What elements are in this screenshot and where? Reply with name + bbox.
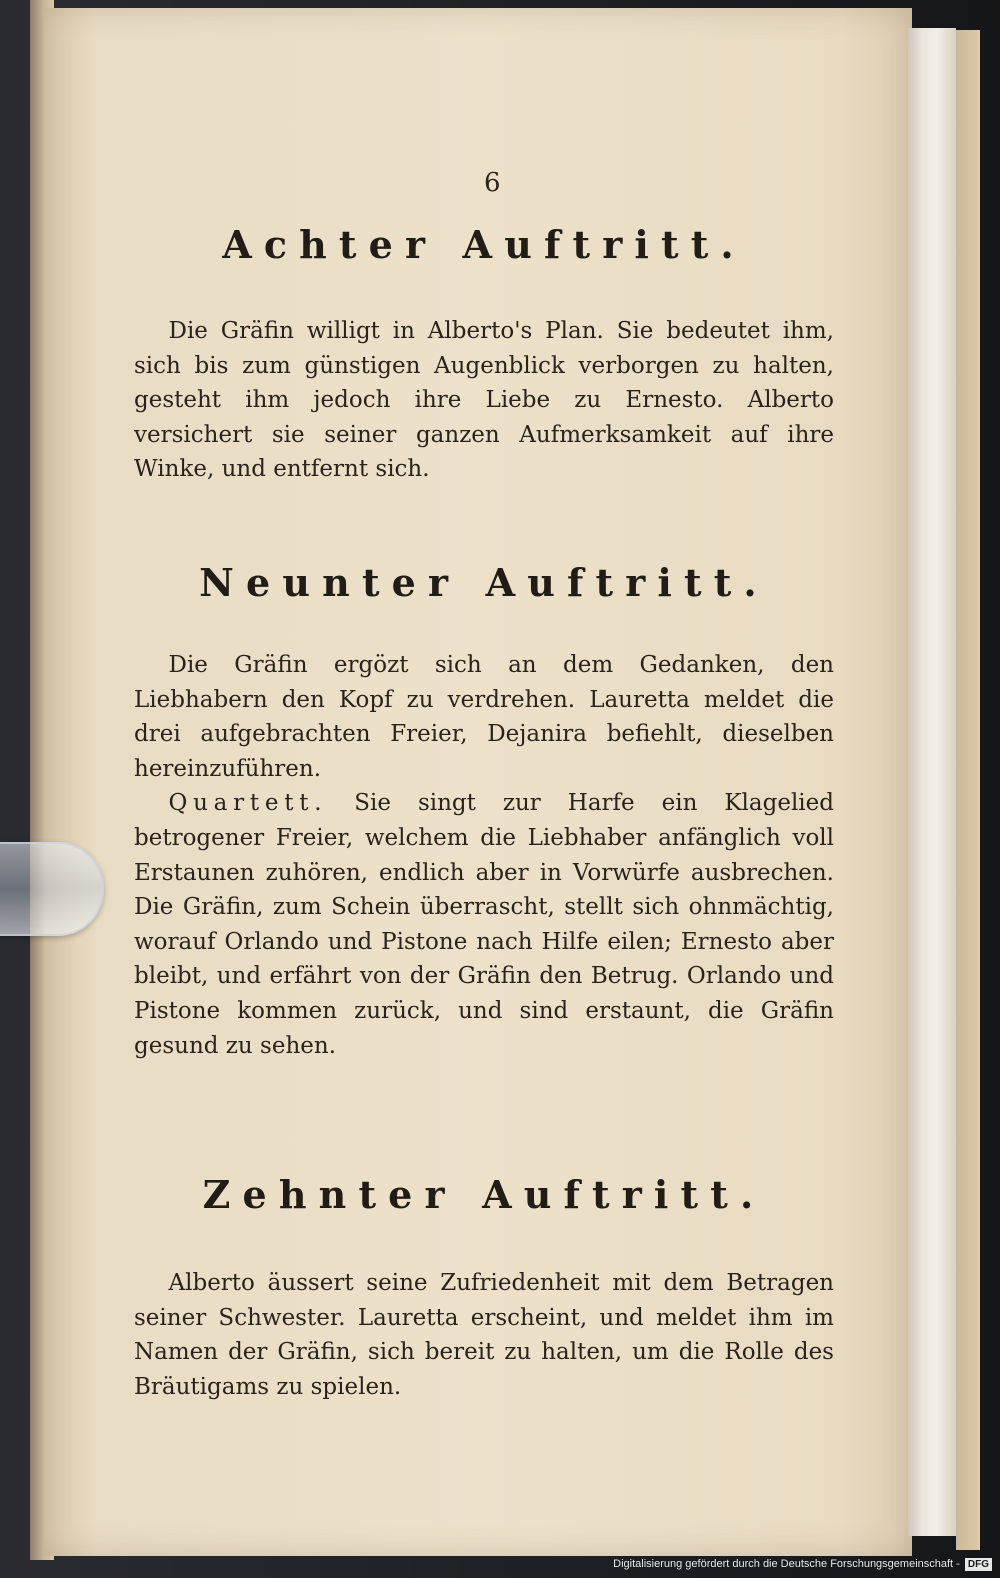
scene-heading-9: Neunter Auftritt. [199, 560, 769, 605]
scene-8-paragraph: Die Gräfin willigt in Alberto's Plan. Sie bedeutet ihm, sich bis zum günstigen Augenblick verborgen zu halten, gesteht ihm jedoch ihre Liebe zu Ernesto. Alberto versichert sie seiner ganzen Aufmerksamkeit auf ihre Winke, und entfernt sich. [134, 318, 834, 483]
scene-8-text [134, 314, 834, 487]
digitization-footer [560, 1558, 1000, 1578]
dfg-logo: DFG [965, 1558, 992, 1571]
scene-9-text [134, 648, 834, 1063]
scene-9-quartet [134, 786, 834, 1063]
facing-page-edge [956, 30, 980, 1550]
page-number: 6 [484, 168, 501, 198]
quartet-label: Quartett. [168, 790, 328, 817]
quartet-text: Sie singt zur Harfe ein Klagelied betrogener Freier, welchem die Liebhaber anfänglich voll Erstaunen zuhören, endlich aber in Vorwürfe ausbrechen. Die Gräfin, zum Schein überrascht, stellt sich ohnmächtig, worauf Orlando und Pistone nach Hilfe eilen; Ernesto aber bleibt, und erfährt von der Gräfin den Betrug. Orlando und Pistone kommen zurück, und sind erstaunt, die Gräfin gesund zu sehen. [134, 790, 835, 1059]
scene-heading-8: Achter Auftritt. [222, 222, 746, 267]
scene-10-text [134, 1266, 834, 1404]
page-clip [0, 842, 104, 936]
scene-heading-10: Zehnter Auftritt. [202, 1172, 766, 1217]
scene-9-paragraph: Die Gräfin ergözt sich an dem Gedanken, den Liebhabern den Kopf zu verdrehen. Lauretta meldet die drei aufgebrachten Freier, Dejanira befiehlt, dieselben hereinzuführen. [134, 652, 834, 782]
book-gutter [908, 28, 956, 1536]
footer-text: Digitalisierung gefördert durch die Deutsche Forschungsgemeinschaft - [613, 1558, 960, 1570]
scene-10-paragraph: Alberto äussert seine Zufriedenheit mit dem Betragen seiner Schwester. Lauretta erscheint, und meldet ihm im Namen der Gräfin, sich bereit zu halten, um die Rolle des Bräutigams zu spielen. [134, 1270, 834, 1400]
